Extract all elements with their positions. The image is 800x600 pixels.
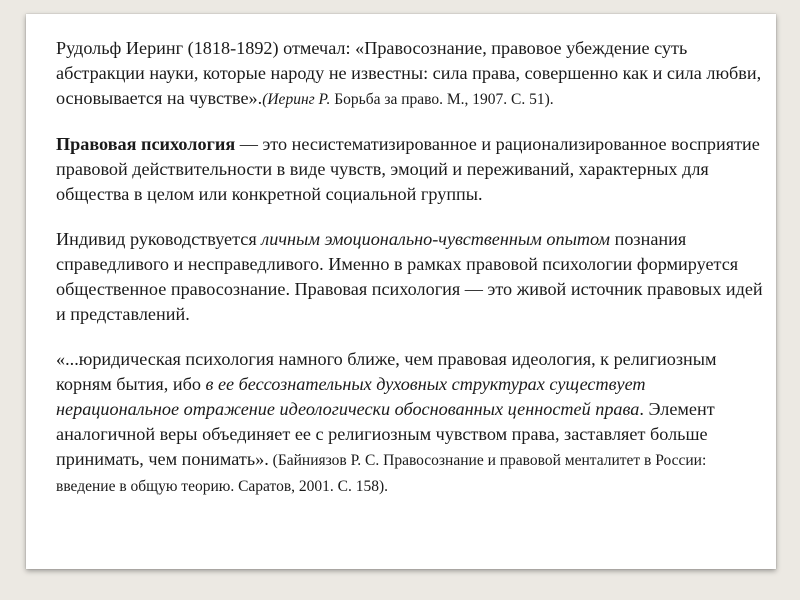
- ihering-reference-source: Борьба за право. М., 1907. С. 51).: [330, 91, 554, 108]
- bainiyazov-emphasis: в ее бессознательных духовных структурах существует нерациональное отражение идеологически обоснованных ценностей права: [56, 374, 646, 419]
- individual-emphasis: личным эмоционально-чувственным опытом: [261, 229, 611, 249]
- individual-text-2: познания справедливого и несправедливого. Именно в рамках правовой психологии формируется общественное правосознание. Правовая психология — это живой источник правовых идей и представлений.: [56, 229, 763, 324]
- paragraph-definition: [56, 132, 766, 207]
- individual-text-1: Индивид руководствуется: [56, 229, 262, 249]
- slide-card: [26, 14, 776, 569]
- bainiyazov-reference: (Байниязов Р. С. Правосознание и правовой менталитет в России: введение в общую теорию. Саратов, 2001. С. 158).: [56, 452, 707, 495]
- bainiyazov-text-2: . Элемент аналогичной веры объединяет ее с религиозным чувством права, заставляет больше принимать, чем понимать».: [56, 399, 715, 469]
- bainiyazov-text-1: «...юридическая психология намного ближе, чем правовая идеология, к религиозным корням бытия, ибо: [56, 349, 717, 394]
- paragraph-ihering-quote: [56, 36, 766, 112]
- paragraph-bainiyazov-quote: [56, 347, 766, 499]
- ihering-reference: [262, 91, 553, 108]
- definition-text: — это несистематизированное и рационализированное восприятие правовой действительности в виде чувств, эмоций и переживаний, характерных для общества в целом или конкретной социальной группы.: [56, 134, 760, 204]
- definition-term: Правовая психология: [56, 134, 236, 154]
- paragraph-individual: [56, 227, 766, 327]
- ihering-reference-author: (Иеринг Р.: [262, 91, 331, 108]
- slide-content: [56, 36, 766, 499]
- ihering-quote-text: Рудольф Иеринг (1818-1892) отмечал: «Правосознание, правовое убеждение суть абстракции науки, которые народу не известны: сила права, совершенно как и сила любви, основывается на чувстве».: [56, 38, 762, 108]
